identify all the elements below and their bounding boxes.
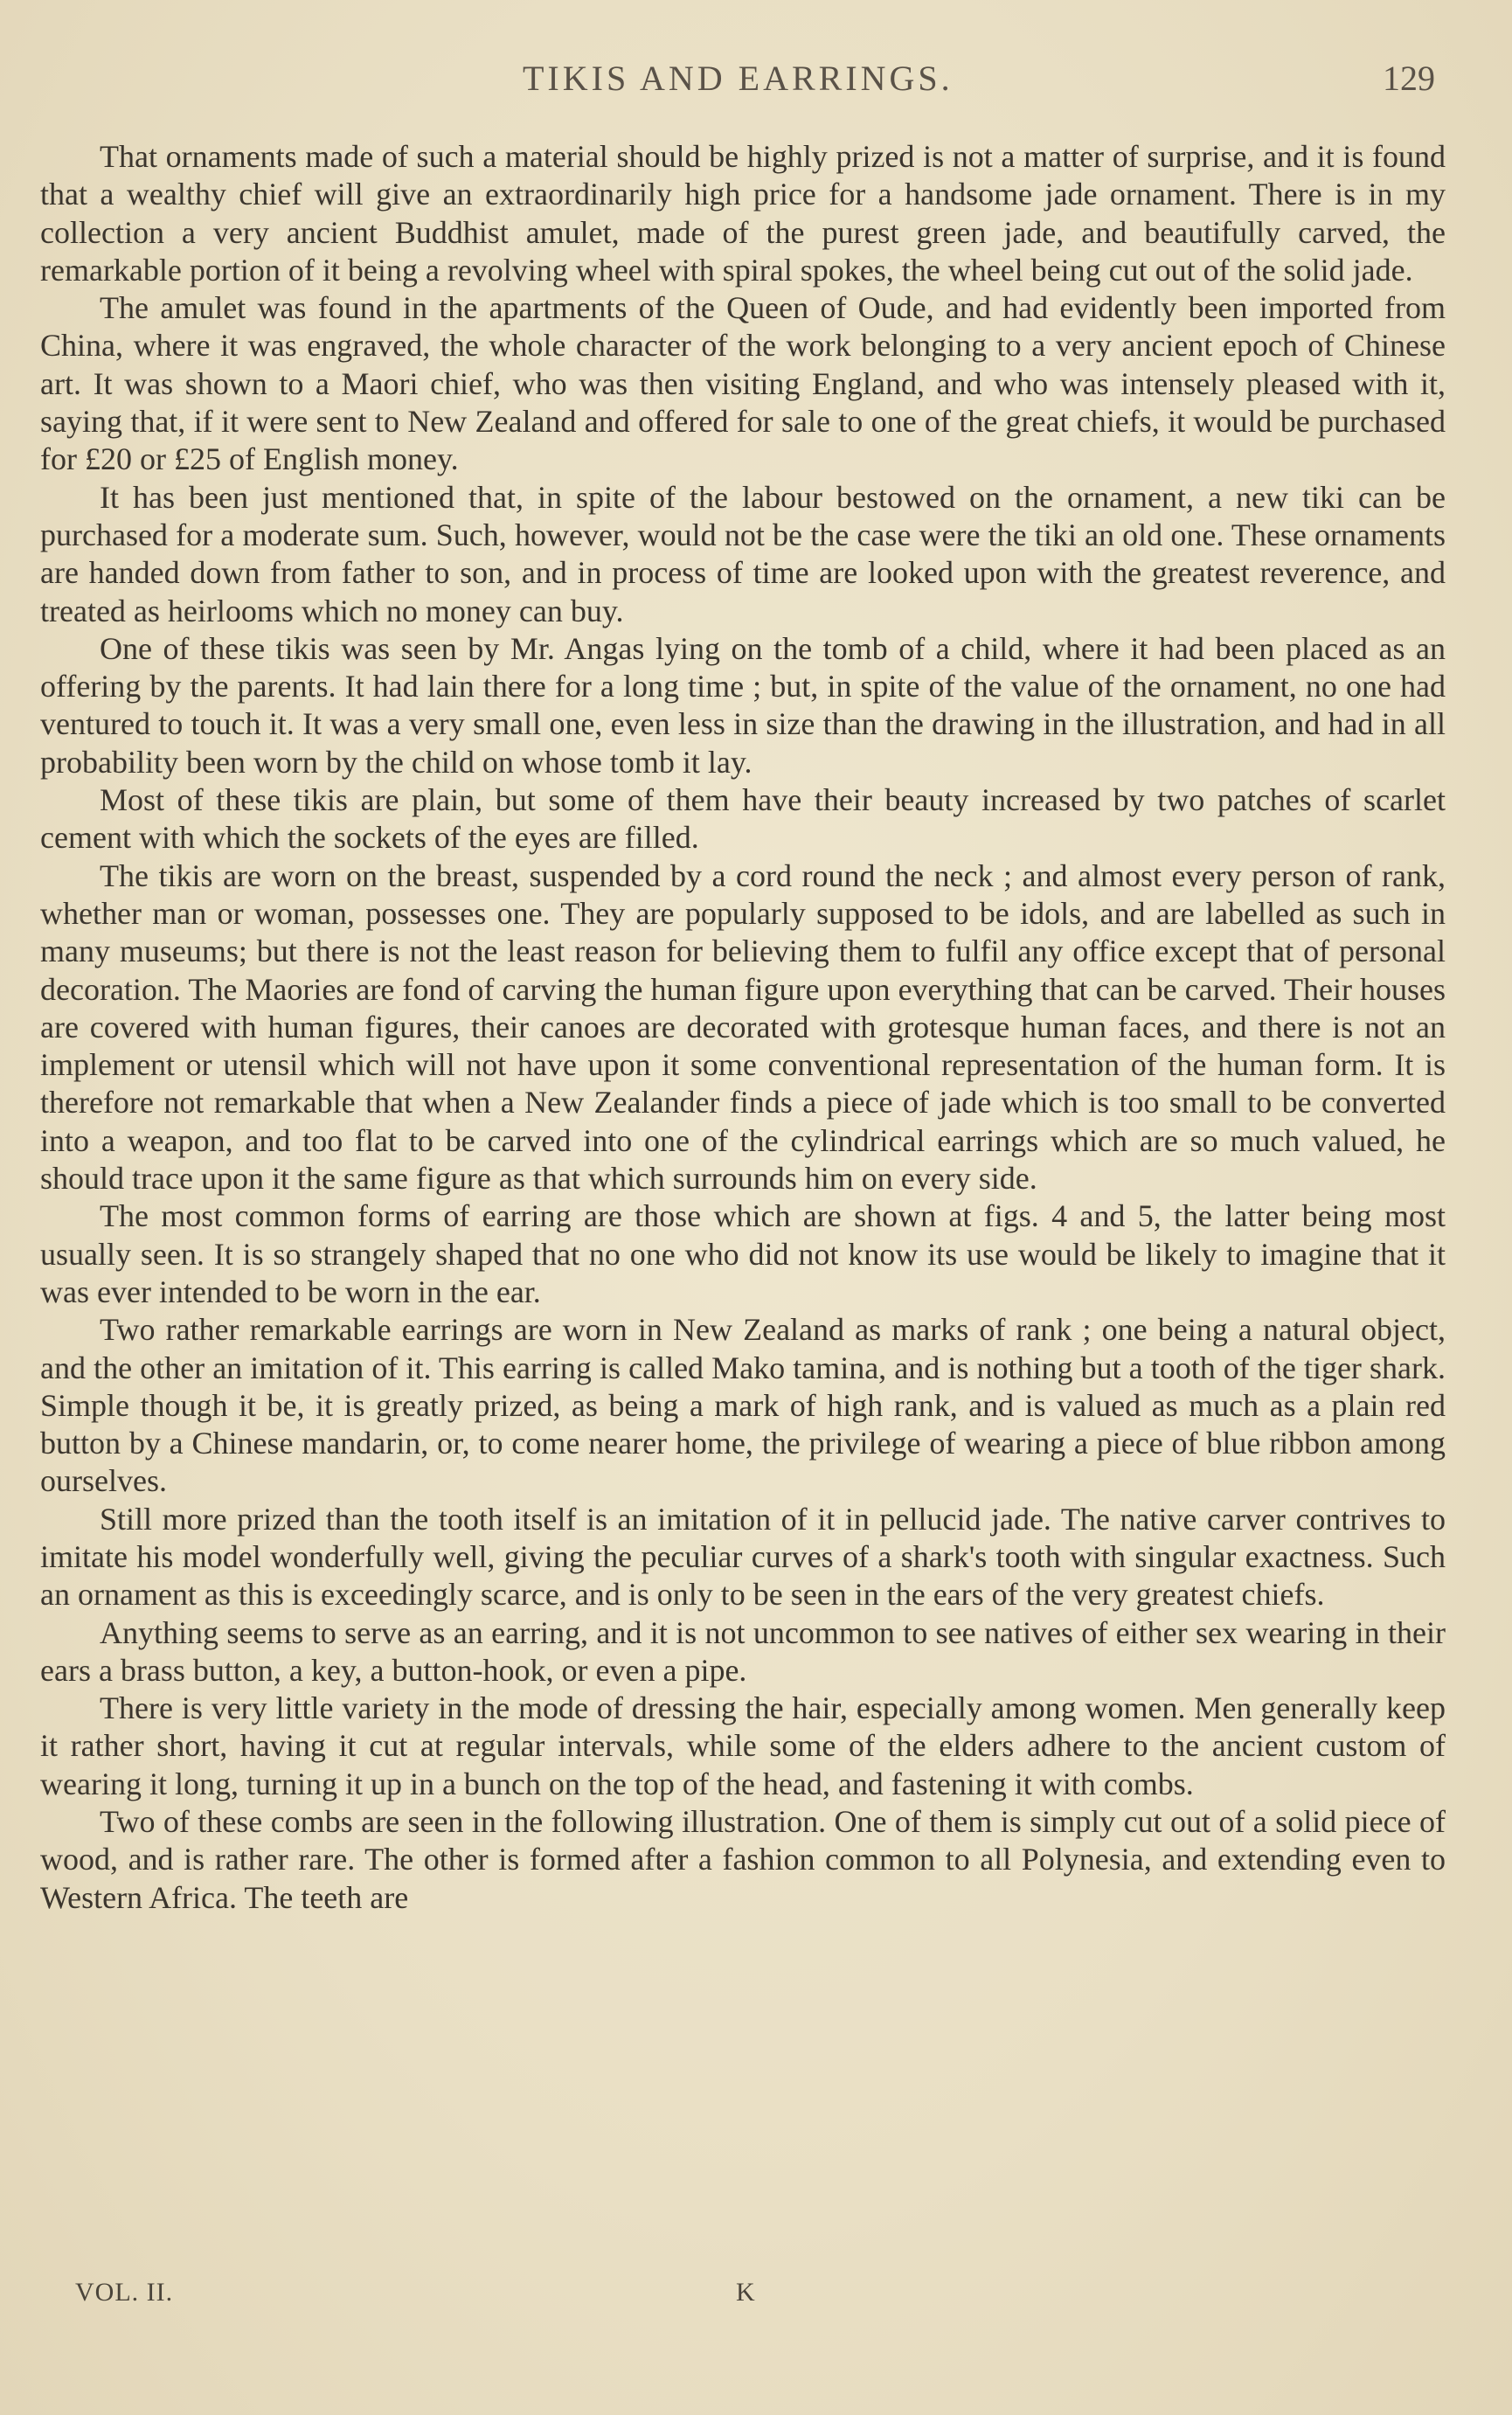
paragraph-scarlet-cement: Most of these tikis are plain, but some of them have their beauty increased by two patches of scarlet cement with which the sockets of the eyes are filled. (40, 782, 1446, 856)
page-number: 129 (1383, 59, 1435, 98)
volume-mark: VOL. II. (75, 2278, 174, 2307)
paragraph-hair: There is very little variety in the mode of dressing the hair, especially among women. Men generally keep it rather short, having it cut at regular intervals, while some of the elders adhere to the ancient custom of wearing it long, turning it up in a bunch on the top of the head, and fastening it with combs. (40, 1690, 1446, 1801)
running-head (0, 51, 1512, 103)
page-footer (0, 2278, 1512, 2321)
paragraph-anything-earring: Anything seems to serve as an earring, and it is not uncommon to see natives of either sex wearing in their ears a brass button, a key, a button-hook, or even a pipe. (40, 1614, 1446, 1688)
paragraph-jade-value: That ornaments made of such a material should be highly prized is not a matter of surprise, and it is found that a wealthy chief will give an extraordinarily high price for a handsome jade ornament. There is in my collection a very ancient Buddhist amulet, made of the purest green jade, and beautifully carved, the remarkable portion of it being a revolving wheel with spiral spokes, the wheel being cut out of the solid jade. (40, 139, 1446, 288)
paragraph-rank-earrings: Two rather remarkable earrings are worn in New Zealand as marks of rank ; one being a natural object, and the other an imitation of it. This earring is called Mako tamina, and is nothing but a tooth of the tiger shark. Simple though it be, it is greatly prized, as being a mark of high rank, and is valued as much as a plain red button by a Chinese mandarin, or, to come nearer home, the privilege of wearing a piece of blue ribbon among ourselves. (40, 1312, 1446, 1499)
paragraph-combs: Two of these combs are seen in the following illustration. One of them is simply cut out of a solid piece of wood, and is rather rare. The other is formed after a fashion common to all Polynesia, and extending even to Western Africa. The teeth are (40, 1804, 1446, 1915)
paragraph-earring-forms: The most common forms of earring are those which are shown at figs. 4 and 5, the latter being most usually seen. It is so strangely shaped that no one who did not know its use would be likely to imagine that it was ever intended to be worn in the ear. (40, 1198, 1446, 1309)
signature-mark: K (736, 2278, 755, 2307)
text-body (40, 138, 1446, 1917)
paragraph-tikis-worn: The tikis are worn on the breast, suspended by a cord round the neck ; and almost every person of rank, whether man or woman, possesses one. They are popularly supposed to be idols, and are labelled as such in many museums; but there is not the least reason for believing them to fulfil any office except that of personal decoration. The Maories are fond of carving the human figure upon everything that can be carved. Their houses are covered with human figures, their canoes are decorated with grotesque human faces, and there is not an implement or utensil which will not have upon it some conventional representation of the human form. It is therefore not remarkable that when a New Zealander finds a piece of jade which is too small to be converted into a weapon, and too flat to be carved into one of the cylindrical earrings which are so much valued, he should trace upon it the same figure as that which surrounds him on every side. (40, 857, 1446, 1197)
paragraph-amulet: The amulet was found in the apartments of the Queen of Oude, and had evidently been imported from China, where it was engraved, the whole character of the work belonging to a very ancient epoch of Chinese art. It was shown to a Maori chief, who was then visiting England, and who was intensely pleased with it, saying that, if it were sent to New Zealand and offered for sale to one of the great chiefs, it would be purchased for £20 or £25 of English money. (40, 290, 1446, 477)
running-title: TIKIS AND EARRINGS. (523, 59, 954, 98)
paragraph-jade-imitation: Still more prized than the tooth itself is an imitation of it in pellucid jade. The native carver contrives to imitate his model wonderfully well, giving the peculiar curves of a shark's tooth with singular exactness. Such an ornament as this is exceedingly scarce, and is only to be seen in the ears of the very greatest chiefs. (40, 1501, 1446, 1613)
paragraph-heirlooms: It has been just mentioned that, in spite of the labour bestowed on the ornament, a new tiki can be purchased for a moderate sum. Such, however, would not be the case were the tiki an old one. These ornaments are handed down from father to son, and in process of time are looked upon with the greatest reverence, and treated as heirlooms which no money can buy. (40, 479, 1446, 628)
paragraph-child-tomb: One of these tikis was seen by Mr. Angas lying on the tomb of a child, where it had been placed as an offering by the parents. It had lain there for a long time ; but, in spite of the value of the ornament, no one had ventured to touch it. It was a very small one, even less in size than the drawing in the illustration, and had in all probability been worn by the child on whose tomb it lay. (40, 630, 1446, 780)
